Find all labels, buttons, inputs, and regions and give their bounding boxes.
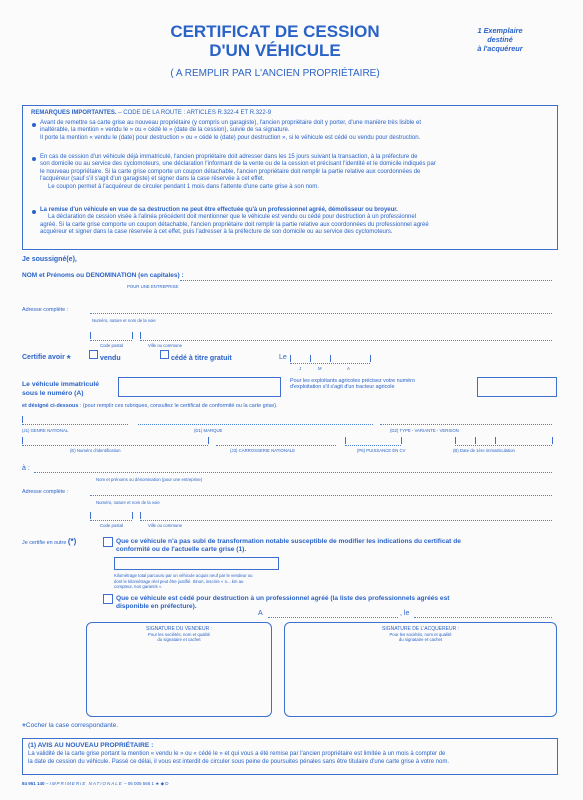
carrosserie-field[interactable]: [216, 445, 336, 446]
place-field[interactable]: [268, 617, 398, 618]
kilometrage-note: [114, 573, 314, 590]
date-tick: [370, 355, 371, 362]
seller-adresse-label: Adresse complète :: [22, 307, 69, 313]
immat-label: [22, 380, 99, 398]
star-symbol: *: [22, 722, 26, 733]
vendu-label: vendu: [100, 355, 121, 362]
certifie-avoir-label: [22, 354, 71, 365]
destruction-line1: Que ce véhicule est cédé pour destruction à un professionnel agréé (la liste des professionnels agréés est: [116, 595, 450, 602]
km-line1: Kilométrage total parcouru par un véhicule acquis neuf par le vendeur ou: [114, 573, 253, 578]
date-le-label: Le: [279, 354, 287, 361]
remark-2-line4: l'acquéreur (sauf s'il s'agit d'un garagiste) et signer dans la case réservée à cet effet.: [40, 176, 265, 183]
certifie-avoir-text: Certifie avoir: [22, 354, 65, 361]
buyer-nom-note: Nom et prénoms ou dénomination (pour une entreprise): [96, 477, 203, 482]
d2-note: (D2) TYPE - VARIANTE - VERSION: [390, 428, 459, 433]
remarks-heading: [31, 110, 551, 117]
pour-entreprise-note: POUR UNE ENTREPRISE: [127, 284, 179, 289]
nom-field[interactable]: [180, 280, 552, 281]
transformation-text: [116, 538, 556, 555]
seller-sig-line2: du signataire et cachet: [157, 637, 201, 642]
copy-note-line3: à l'acquéreur: [477, 44, 523, 53]
first-date-tick: [495, 437, 496, 444]
e-note: (E) Numéro d'identification: [70, 448, 121, 453]
date-j-note: J: [299, 366, 302, 371]
destruction-text: [116, 595, 556, 612]
outre-star: (*): [67, 537, 77, 546]
km-line2: dont le kilométrage réel peut être justifié. Sinon, inscrire « n... km au: [114, 578, 244, 584]
first-date-tick: [475, 437, 476, 444]
remark-3-line1: La remise d'un véhicule en vue de sa destruction ne peut être effectuée qu'à un professionnel agréé, démolisseur ou broyeur.: [40, 207, 398, 213]
seller-ville-note: Ville ou commune: [148, 343, 183, 348]
remark-2-line1: En cas de cession d'un véhicule déjà immatriculé, l'ancien propriétaire doit adresser dans les 15 jours suivant la transaction, à la préfecture de: [40, 154, 418, 160]
outre-label-text: Je certifie en outre: [22, 540, 67, 546]
remark-3-line4: acquéreur et signer dans la case réservée à cet effet, puis l'adresser à la préfecture de son domicile ou au service des cyclomoteurs.: [40, 229, 393, 236]
puissance-tick: [401, 437, 402, 444]
seller-cp-tick: [132, 332, 133, 339]
remarks-heading-bold: REMARQUES IMPORTANTES.: [31, 110, 117, 116]
transformation-line1: Que ce véhicule n'a pas subi de transformation notable susceptible de modifier les indications du certificat de: [116, 538, 461, 545]
buyer-adresse-label: Adresse complète :: [22, 489, 69, 495]
vin-field[interactable]: [22, 437, 208, 446]
seller-signature-title: [86, 627, 272, 642]
remark-3-line2: La déclaration de cession visée à l'alinéa précédent doit mentionner que le véhicule est vendu ou cédé pour destruction à un professionnel: [48, 214, 417, 221]
buyer-a-label: à :: [22, 465, 30, 472]
exploitants-line2: d'exploitation s'il s'agit d'un tracteur agricole: [290, 384, 395, 391]
km-line3: compteur, non garantis ».: [114, 584, 163, 590]
destruction-checkbox[interactable]: [103, 594, 113, 604]
star-note-text: Cocher la case correspondante.: [25, 722, 119, 729]
bullet-2: [32, 157, 36, 161]
date-a-note: A: [347, 366, 350, 371]
printer-ref: 06 005 566 1 ★ ◆ D: [127, 781, 169, 786]
printer-name: IMPRIMERIE NATIONALE: [49, 781, 123, 786]
buyer-cp-note: Code postal: [100, 523, 123, 528]
copy-note: [460, 26, 540, 53]
immat-label-line1: Le véhicule immatriculé: [22, 381, 100, 388]
j1-note: (J1) GENRE NATIONAL: [22, 428, 69, 433]
designe-rest: : (pour remplir ces rubriques, consultez le certificat de conformité ou la carte grise).: [78, 403, 278, 409]
seller-cp-tick: [90, 332, 91, 339]
place-label: A: [258, 610, 263, 617]
printer-code: 84 951 140: [22, 781, 45, 786]
certifie-star: *: [66, 354, 71, 365]
seller-ville-field[interactable]: [140, 340, 552, 341]
remark-2-line3: le nouveau propriétaire. Si la carte grise comporte un coupon détachable, l'ancien propriétaire doit remplir la partie relative aux coordonnées de: [40, 168, 421, 175]
form-title: [130, 22, 420, 60]
remark-2-line2: son domicile ou au service des cyclomoteurs, une déclaration l'informant de la vente ou de la cession et précisant l'identité et le domicile indiqués par: [40, 161, 436, 168]
signed-date-field[interactable]: [414, 617, 552, 618]
first-immat-date-field[interactable]: [455, 437, 552, 446]
seller-ville-tick: [140, 332, 141, 339]
buyer-ville-note: Ville ou commune: [148, 523, 183, 528]
remark-1-line3: Il porte la mention « vendu le (date) pour destruction » ou « cédé le (date) pour destruction », si le véhicule est cédé ou vendu pour destruction.: [40, 134, 421, 141]
remark-3-line3: agréé. Si la carte grise comporte un coupon détachable, l'ancien propriétaire doit remplir la partie relative aux coordonnées du professionnel agréé: [40, 221, 429, 228]
seller-cp-note: Code postal: [100, 343, 123, 348]
type-field[interactable]: [380, 424, 552, 425]
avis-title: (1) AVIS AU NOUVEAU PROPRIÉTAIRE :: [28, 742, 154, 749]
destruction-line2: disponible en préfecture).: [116, 603, 197, 611]
buyer-ville-field[interactable]: [140, 520, 552, 521]
immat-number-field[interactable]: [118, 377, 281, 397]
exploitants-line1: Pour les exploitants agricoles précisez votre numéro: [290, 378, 415, 384]
cede-gratuit-label: cédé à titre gratuit: [171, 355, 232, 362]
buyer-adresse-field[interactable]: [90, 495, 552, 496]
bullet-1: [32, 123, 36, 127]
immat-label-line2: sous le numéro (A): [22, 390, 84, 397]
form-title-line2: D'UN VÉHICULE: [209, 41, 341, 60]
buyer-sig-line2: du signataire et cachet: [398, 637, 443, 642]
nom-label: NOM et Prénoms ou DENOMINATION (en capitales) :: [22, 272, 184, 279]
remark-3: [40, 207, 555, 237]
date-tick: [290, 355, 291, 362]
exploitants-note: [290, 378, 470, 391]
kilometrage-field[interactable]: [114, 557, 279, 570]
avis-text: [28, 742, 556, 766]
seller-voie-note: Numéro, nature et nom de la voie: [92, 318, 156, 323]
buyer-cp-tick: [90, 512, 91, 519]
signed-date-label: , le: [400, 610, 410, 617]
buyer-cp-field[interactable]: [90, 512, 132, 521]
seller-sig-title: SIGNATURE DU VENDEUR :: [145, 626, 213, 632]
buyer-cp-tick: [132, 512, 133, 519]
bullet-3: [32, 210, 36, 214]
first-date-tick: [552, 437, 553, 444]
je-soussigne: Je soussigné(e),: [22, 256, 77, 263]
remark-1-line2: inaltérable, la mention « vendu le » ou « cédé le » (date de la cession), suivie de sa signature.: [40, 127, 290, 134]
star-note: [22, 722, 118, 733]
remark-1: [40, 120, 555, 142]
buyer-nom-field[interactable]: [34, 472, 552, 473]
b-note: (B) Date de 1ère immatriculation: [453, 448, 515, 453]
buyer-sig-title: SIGNATURE DE L'ACQUEREUR :: [382, 626, 459, 632]
vin-tick: [22, 437, 23, 444]
avis-line1: La validité de la carte grise portant la mention « vendu le » ou « cédé le » et qui vous a été remise par l'ancien propriétaire est limitée à un mois à compter de: [28, 751, 446, 757]
vin-tick: [208, 437, 209, 444]
avis-line2: la date de cession du véhicule. Passé ce délai, il vous est interdit de circuler sous peine de poursuites pénales sans être titulaire d'une carte grise à votre nom.: [28, 759, 450, 765]
exploitation-number-field[interactable]: [477, 377, 557, 397]
buyer-signature-title: [284, 627, 557, 642]
d1-note: (D1) MARQUE: [194, 428, 223, 433]
transformation-line2: conformité ou de l'actuelle carte grise (1).: [116, 546, 247, 554]
remarks-heading-rest: – CODE DE LA ROUTE : ARTICLES R.322-4 ET R.322-9: [116, 110, 272, 116]
date-tick: [310, 355, 311, 362]
puissance-field[interactable]: [345, 437, 401, 446]
cede-gratuit-checkbox[interactable]: [160, 350, 169, 359]
form-title-line1: CERTIFICAT DE CESSION: [170, 22, 380, 41]
seller-sig-line1: Pour les sociétés, nom et qualité: [147, 632, 211, 637]
transformation-checkbox[interactable]: [103, 537, 113, 547]
copy-note-line1: 1 Exemplaire: [477, 26, 523, 35]
puissance-tick: [345, 437, 346, 444]
date-tick: [330, 355, 331, 362]
copy-note-line2: destiné: [487, 35, 513, 44]
remark-2: [40, 154, 555, 191]
buyer-sig-line1: Pour les sociétés, nom et qualité: [389, 632, 452, 637]
printer-line: 84 951 140 – IMPRIMERIE NATIONALE – 06 005 566 1 ★ ◆ D: [22, 781, 169, 786]
vendu-checkbox[interactable]: [89, 350, 98, 359]
seller-cp-field[interactable]: [90, 332, 132, 341]
outre-label: [22, 539, 76, 546]
remark-1-line1: Avant de remettre sa carte grise au nouveau propriétaire (y compris un garagiste), l'ancien propriétaire doit y porter, d'une manière très lisible et: [40, 120, 422, 126]
genre-field[interactable]: [22, 416, 128, 425]
genre-tick: [22, 416, 23, 423]
date-m-note: M: [318, 366, 322, 371]
designe-label: [22, 403, 278, 409]
j3-note: (J3) CARROSSERIE NATIONALE: [230, 448, 296, 453]
marque-field[interactable]: [138, 424, 373, 425]
p6-note: (P6) PUISSANCE EN CV: [357, 448, 406, 453]
seller-adresse-field[interactable]: [90, 313, 552, 314]
form-subtitle: ( A REMPLIR PAR L'ANCIEN PROPRIÉTAIRE): [170, 68, 380, 79]
first-date-tick: [455, 437, 456, 444]
remark-2-line5: Le coupon permet à l'acquéreur de circuler pendant 1 mois dans l'attente d'une carte grise à son nom.: [48, 183, 319, 190]
buyer-voie-note: Numéro, nature et nom de la voie: [96, 500, 160, 505]
buyer-ville-tick: [140, 512, 141, 519]
designe-bold: et désigné ci-dessous: [22, 403, 79, 409]
